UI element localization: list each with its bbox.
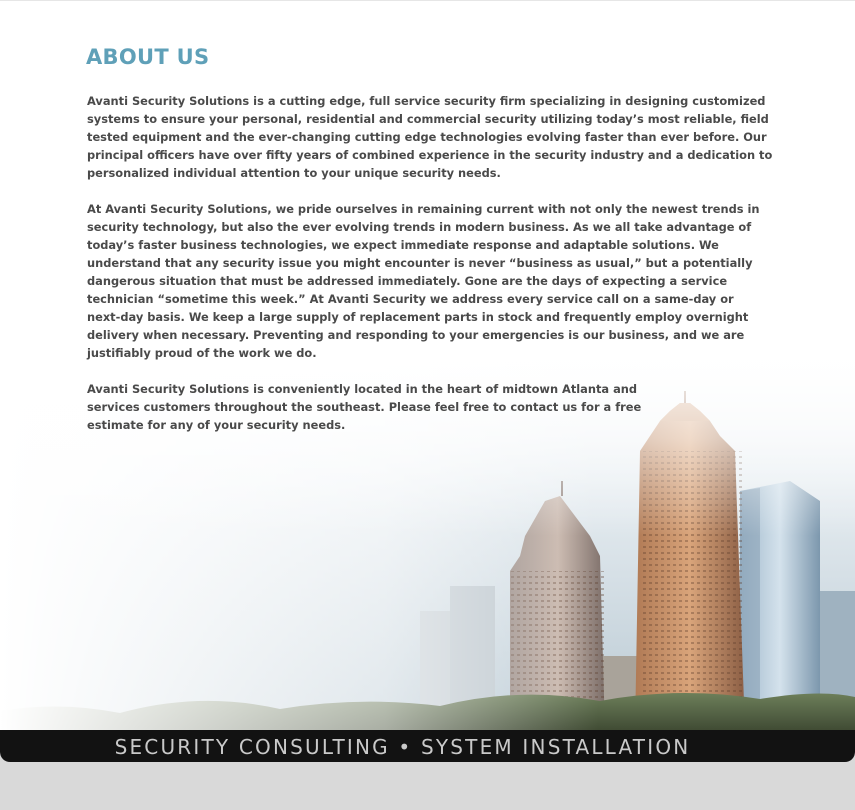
about-paragraph-1: Avanti Security Solutions is a cutting edge, full service security firm specializing in designing customized systems to ensure your personal, residential and commercial security utilizing today’s most reliable, field tested equipment and the ever-changing cutting edge technologies evolving faster than ever before. Our principal officers have over fifty years of combined experience in the security industry and a dedication to personalized individual attention to your unique security needs.: [87, 94, 773, 180]
about-body: [87, 92, 787, 452]
about-paragraph-3: Avanti Security Solutions is conveniently located in the heart of midtown Atlanta and services customers throughout the southeast. Please feel free to contact us for a free estimate for any of your security needs.: [87, 382, 642, 432]
footer-tagline: SECURITY CONSULTING • SYSTEM INSTALLATION: [114, 734, 691, 759]
page-title: ABOUT US: [86, 45, 210, 69]
about-paragraph-2: At Avanti Security Solutions, we pride ourselves in remaining current with not only the newest trends in security technology, but also the ever evolving trends in modern business. As we all take advantage of today’s faster business technologies, we expect immediate response and adaptable solutions. We understand that any security issue you might encounter is never “business as usual,” but a potentially dangerous situation that must be addressed immediately. Gone are the days of expecting a service technician “sometime this week.” At Avanti Security we address every service call on a same-day or next-day basis. We keep a large supply of replacement parts in stock and frequently employ overnight delivery when necessary. Preventing and responding to your emergencies is our business, and we are justifiably proud of the work we do.: [87, 202, 760, 360]
footer-bar: [0, 730, 855, 762]
